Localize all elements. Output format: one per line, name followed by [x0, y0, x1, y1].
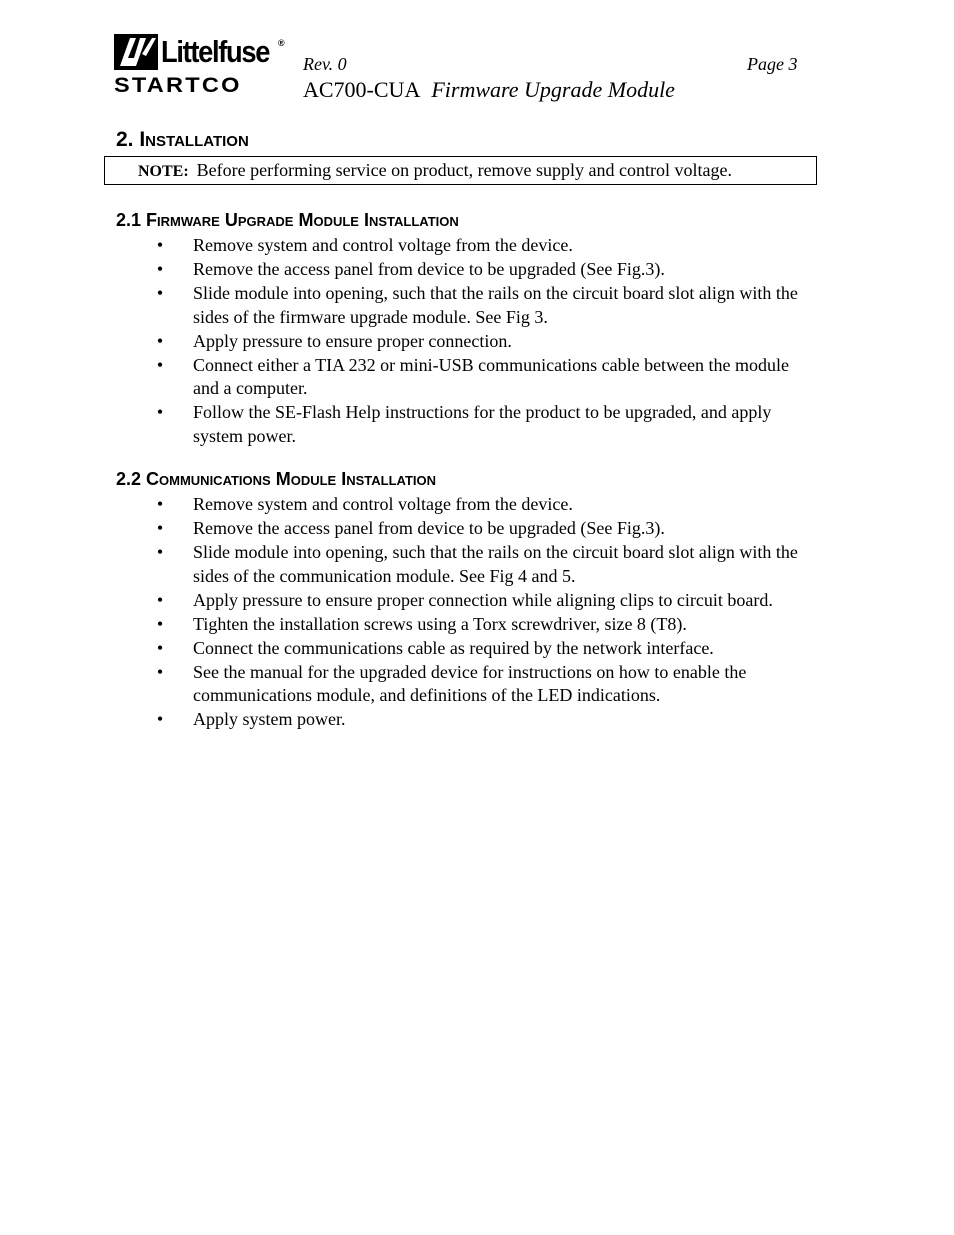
bullet-icon: • [156, 661, 164, 682]
littelfuse-logo-mark-icon [114, 34, 158, 70]
list-item-text: Connect either a TIA 232 or mini-USB communications cable between the module and a computer. [193, 354, 790, 398]
list-item-text: Apply pressure to ensure proper connection. [193, 330, 512, 351]
list-item-text: Remove the access panel from device to be upgraded (See Fig.3). [193, 518, 665, 538]
list-item-text: Follow the SE-Flash Help instructions for the product to be upgraded, and apply system power. [193, 402, 772, 446]
list-item [153, 234, 803, 258]
list-item-text: Remove system and control voltage from the device. [193, 235, 573, 255]
revision-label: Rev. 0 [303, 54, 347, 74]
page-number: Page 3 [747, 54, 798, 74]
list-item [153, 541, 803, 588]
subsection-heading-communications: 2.2 Communications Module Installation [116, 469, 436, 489]
firmware-install-steps [153, 234, 803, 449]
bullet-icon: • [156, 589, 164, 610]
bullet-icon: • [156, 613, 164, 634]
list-item [153, 517, 803, 541]
safety-note-box [104, 156, 817, 185]
list-item-text: Apply system power. [193, 709, 346, 729]
note-label: NOTE: [138, 163, 189, 180]
list-item-text: Remove system and control voltage from the device. [193, 494, 573, 514]
list-item-text: Connect the communications cable as required by the network interface. [193, 637, 714, 658]
list-item [153, 258, 803, 282]
list-item-text: Tighten the installation screws using a Torx screwdriver, size 8 (T8). [193, 613, 687, 634]
list-item [153, 589, 803, 613]
note-text: Before performing service on product, remove supply and control voltage. [196, 160, 733, 180]
subsection-heading-firmware: 2.1 Firmware Upgrade Module Installation [116, 210, 459, 230]
list-item-text: Slide module into opening, such that the rails on the circuit board slot align with the sides of the communication module. See Fig 4 and 5. [193, 542, 798, 586]
list-item [153, 637, 803, 661]
bullet-icon: • [156, 330, 164, 351]
document-code: AC700-CUA [303, 77, 421, 102]
list-item-text: Slide module into opening, such that the rails on the circuit board slot align with the sides of the firmware upgrade module. See Fig 3. [193, 283, 798, 327]
list-item [153, 613, 803, 637]
bullet-icon: • [156, 637, 164, 658]
section-heading: 2. Installation [116, 128, 249, 151]
bullet-icon: • [156, 494, 164, 514]
logo-brand-text: Littelfuse [161, 34, 270, 69]
bullet-icon: • [156, 235, 164, 255]
logo-sub-text: STARTCO [114, 74, 242, 97]
list-item [153, 661, 803, 708]
list-item [153, 282, 803, 329]
list-item [153, 354, 803, 401]
communications-install-steps [153, 493, 803, 732]
document-title [303, 77, 675, 103]
bullet-icon: • [156, 402, 164, 422]
bullet-icon: • [156, 542, 164, 562]
littelfuse-startco-logo [114, 34, 284, 98]
document-subtitle: Firmware Upgrade Module [431, 77, 675, 102]
bullet-icon: • [156, 354, 164, 375]
list-item [153, 401, 803, 448]
bullet-icon: • [156, 259, 164, 279]
list-item-text: See the manual for the upgraded device for instructions on how to enable the communications module, and definitions of the LED indications. [193, 661, 747, 705]
page-header [0, 0, 954, 120]
bullet-icon: • [156, 709, 164, 729]
bullet-icon: • [156, 518, 164, 538]
list-item [153, 708, 803, 732]
list-item-text: Apply pressure to ensure proper connection while aligning clips to circuit board. [193, 589, 773, 610]
logo-registered-mark: ® [278, 38, 285, 48]
list-item-text: Remove the access panel from device to be upgraded (See Fig.3). [193, 259, 665, 279]
list-item [153, 330, 803, 354]
list-item [153, 493, 803, 517]
bullet-icon: • [156, 283, 164, 303]
